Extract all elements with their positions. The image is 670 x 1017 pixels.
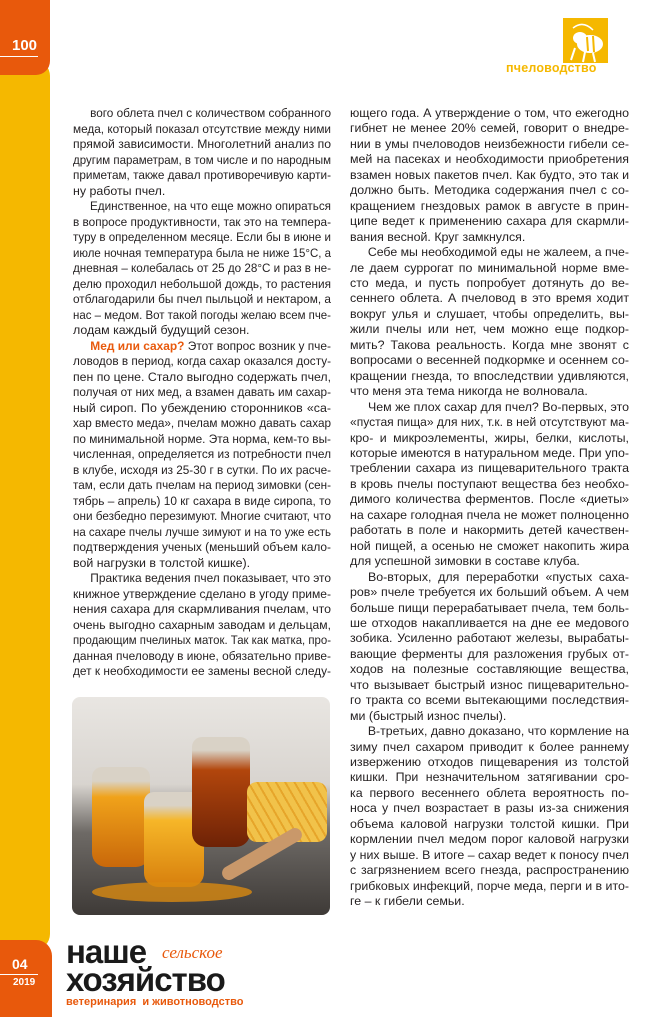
text-line: ми (быстрый износ пчелы).: [350, 708, 507, 723]
issue-year: 2019: [13, 977, 36, 988]
subheading: Мед или сахар?: [90, 338, 185, 353]
text-line: на сахаре голодная пчела не может полноценно: [350, 507, 629, 522]
paragraph: [73, 571, 331, 680]
text-line: в клубе, исходя из 25-30 г в сутки. По их расче-: [73, 462, 331, 477]
text-line: зиму пчел сахаром приводит к более раннему: [350, 739, 629, 754]
text-line: ле даем суррогат по минимальной норме вме-: [350, 260, 629, 275]
text-line: ходов на полезные составляющие вещества,: [350, 662, 629, 677]
text-line: вокруг улья и слушает, чтобы определить, вы-: [350, 306, 629, 321]
text-line: они безбедно перезимуют. Многие считают, что: [73, 509, 331, 523]
text-line: сто меда, и пусть попробует дотянуть до ве-: [350, 275, 629, 290]
text-line: подтверждения ученых (меньший объем кало-: [73, 540, 331, 554]
paragraph: [73, 106, 331, 199]
divider: [0, 974, 38, 975]
text-line: Себе мы необходимой еды не жалеем, а пче-: [367, 245, 629, 260]
paragraph: [350, 106, 629, 245]
text-line: ров» пчеле требуется их больший объем. А чем: [350, 585, 629, 600]
text-line: приметам, также давал противоречивую карти-: [73, 168, 331, 182]
text-line: ющего года. А утверждение о том, что ежегодно: [350, 106, 629, 120]
text-line: другим параметрам, в том числе и по народным: [73, 152, 331, 167]
page-number: 100: [12, 37, 38, 54]
text-line: извержению отходов пищеварения из толстой: [350, 755, 629, 770]
text-line: димого количества ферментов. После «диеты»: [350, 492, 629, 507]
text-line: носа у пчел возрастает в разы из-за снижения: [350, 801, 629, 816]
text-line: больше пищи перерабатывает пчела, тем боль-: [350, 600, 629, 615]
paragraph: [350, 570, 629, 725]
text-line: кормлении пчел медом порог каловой нагрузки: [350, 832, 629, 847]
text-line: что вызывает быстрый износ пищеварительно-: [350, 677, 629, 692]
text-line: для успешной зимовки в составе клуба.: [350, 554, 580, 569]
text-line: [73, 339, 331, 355]
text-line: которые имеются в натуральном меде. При упо-: [350, 445, 629, 460]
logo-line-1: наше: [66, 933, 147, 970]
bee-icon: [563, 18, 608, 63]
honey-jars-photo: [72, 697, 330, 915]
text-line: у них выше. В итоге – сахар ведет к поносу пчел: [350, 847, 629, 862]
text-line: вой нагрузки в толстой кишке).: [73, 555, 251, 570]
text-line: кращением гнездовых рамок в августе в прин-: [350, 198, 629, 213]
text-line: вопросами о весенней подкормке и осеннем со-: [350, 353, 629, 368]
text-line: Практика ведения пчел показывает, что это: [90, 571, 331, 585]
text-line: туру в определенном месяце. Если бы в июне и: [73, 230, 331, 244]
text-line: ка первого весеннего облета вероятность по-: [350, 785, 629, 800]
text-line: гибнет не менее 20% семей, говорит о внедре-: [350, 121, 629, 136]
text-line: ге – к гибели семьи.: [350, 894, 465, 909]
paragraph: [350, 245, 629, 400]
text-line: там, если дать пчелам на период зимовки (сен-: [73, 478, 331, 492]
text-line: треблении сахара из пищеварительного тракта: [350, 461, 629, 476]
text-line: ципе ведет к применению сахара для скармли-: [350, 214, 629, 229]
paragraph: [350, 400, 629, 570]
text-line: вающие ферменты для разложения грубых от-: [350, 646, 629, 661]
text-line: данная пчеловоду в июне, обязательно приве-: [73, 648, 331, 663]
text-line: ловодов в период, когда сахар оказался досту-: [73, 354, 331, 368]
text-line: зобика. Усиленно работают железы, вырабаты-: [350, 631, 629, 646]
text-line: сеннего облета. А пчеловод в это время ходит: [350, 291, 629, 306]
text-line: прямой зависимости. Многолетний анализ по: [73, 137, 331, 151]
text-line: объема каловой нагрузки толстой кишки. При: [350, 816, 629, 831]
text-line: тябрь – апрель) 10 кг сахара в виде сиропа, то: [73, 493, 331, 508]
text-line: дневная – колебалась от 25 до 28°С и раз в не-: [73, 261, 331, 275]
text-line: нения сахара для скармливания пчелам, что: [73, 602, 331, 616]
paragraph: [73, 199, 331, 339]
text-line: хар вместо меда», пчелам можно давать сахар: [73, 416, 331, 430]
logo-subtitle: ветеринария и животноводство: [66, 996, 244, 1008]
text-line: вания весной. Круг замкнулся.: [350, 229, 526, 244]
text-line: Единственное, на что еще можно опираться: [89, 199, 331, 213]
page-side-bar: [0, 60, 50, 950]
text-line: мей на пасеках и необходимости приобретения: [350, 152, 629, 167]
text-line: ше отходов накапливается на дне ее медового: [350, 615, 629, 630]
text-line: продающим пчелиных маток. Так как матка, про-: [73, 633, 331, 647]
text-line: нии в умы пчеловодов неизбежности гибели се-: [350, 136, 629, 151]
text-line: работать в поле и накормить детей качествен-: [350, 523, 629, 538]
text-line: на сахаре пчелы лучше зимуют и на то уже есть: [73, 524, 331, 539]
text-line: Чем же плох сахар для пчел? Во-первых, это: [367, 399, 629, 414]
text-line: нас – медом. Вот такой погоды желаю всем пче-: [73, 307, 331, 322]
text-line: кращении гнезда, то впоследствии удивляются,: [350, 368, 629, 383]
text-line: июле ночная температура была не ниже 15°С, а: [73, 245, 331, 260]
text-line: что меня эта тема никогда не волновала.: [350, 384, 588, 399]
text-line: «пустая пища» для них, т.к. в ней отсутствуют ма-: [350, 415, 629, 430]
text-line: го тракта со всеми вытекающими последствия-: [350, 693, 629, 708]
text-line: по минимальной норме. Эта норма, кем-то вы-: [73, 431, 331, 446]
text-line: очень выгодно сахарным заводам и дельцам,: [73, 617, 331, 632]
logo-script: сельское: [162, 943, 223, 962]
text-line: книжное утверждение сделано в угоду приме-: [73, 586, 331, 601]
text-line: В-третьих, давно доказано, что кормление на: [367, 724, 629, 739]
text-line: кро- и микроэлементы, жиры, белки, кислоты,: [350, 430, 629, 445]
logo-line-2: хозяйство: [66, 961, 225, 998]
text-line: мить? Такова реальность. Когда мне звонят с: [350, 337, 629, 352]
divider: [0, 56, 38, 57]
text-line: дет к необходимости ее замены весной следу-: [73, 664, 331, 678]
text-line: жили пчелы или нет, чем можно еще подкор-: [350, 322, 629, 337]
text-line: пен по цене. Стало выгодно содержать пчел,: [73, 369, 331, 384]
text-line: ной пищей, а осенью не сможет накопить жира: [350, 538, 629, 553]
article-column-left: [73, 106, 331, 680]
paragraph: [350, 724, 629, 909]
text-line: делю проходил небольшой дождь, то растения: [73, 276, 331, 291]
text-line: вого облета пчел с количеством собранного: [90, 106, 331, 120]
text-line: с загрязнением всего гнезда, распространению: [350, 863, 629, 878]
text: Этот вопрос возник у пче-: [184, 338, 331, 353]
text-line: взамен новых пакетов пчел. Как будто, это так и: [350, 167, 629, 182]
text-line: ный сироп. По убеждению сторонников «са-: [73, 400, 331, 415]
text-line: кишки. При незначительном затягивании сро-: [350, 770, 629, 785]
article-column-right: [350, 106, 629, 910]
section-title: пчеловодство: [506, 61, 597, 75]
text-line: отблагодарили бы пчел пыльцой и нектаром, а: [73, 292, 331, 306]
text-line: должно быть. Методика содержания пчел с со-: [350, 183, 629, 198]
text-line: получая от них мед, а взамен давать им сахар-: [73, 385, 331, 399]
magazine-logo: [66, 933, 306, 1008]
text-line: меда, который показал отсутствие между ними: [73, 121, 331, 136]
text-line: грибковых инфекций, порче меда, перги и в ито-: [350, 878, 629, 893]
paragraph: [73, 339, 331, 572]
text-line: численная, определяется из потребности пчел: [73, 447, 331, 461]
text-line: в кровь пчелы поступают вещества без необхо-: [350, 476, 629, 491]
issue-number: 04: [12, 956, 28, 972]
text-line: в вопросе продуктивности, так это на темпера-: [73, 214, 331, 229]
text-line: лодам каждый будущий сезон.: [73, 323, 250, 337]
text-line: ну работы пчел.: [73, 183, 166, 198]
text-line: Во-вторых, для переработки «пустых саха-: [368, 569, 629, 584]
